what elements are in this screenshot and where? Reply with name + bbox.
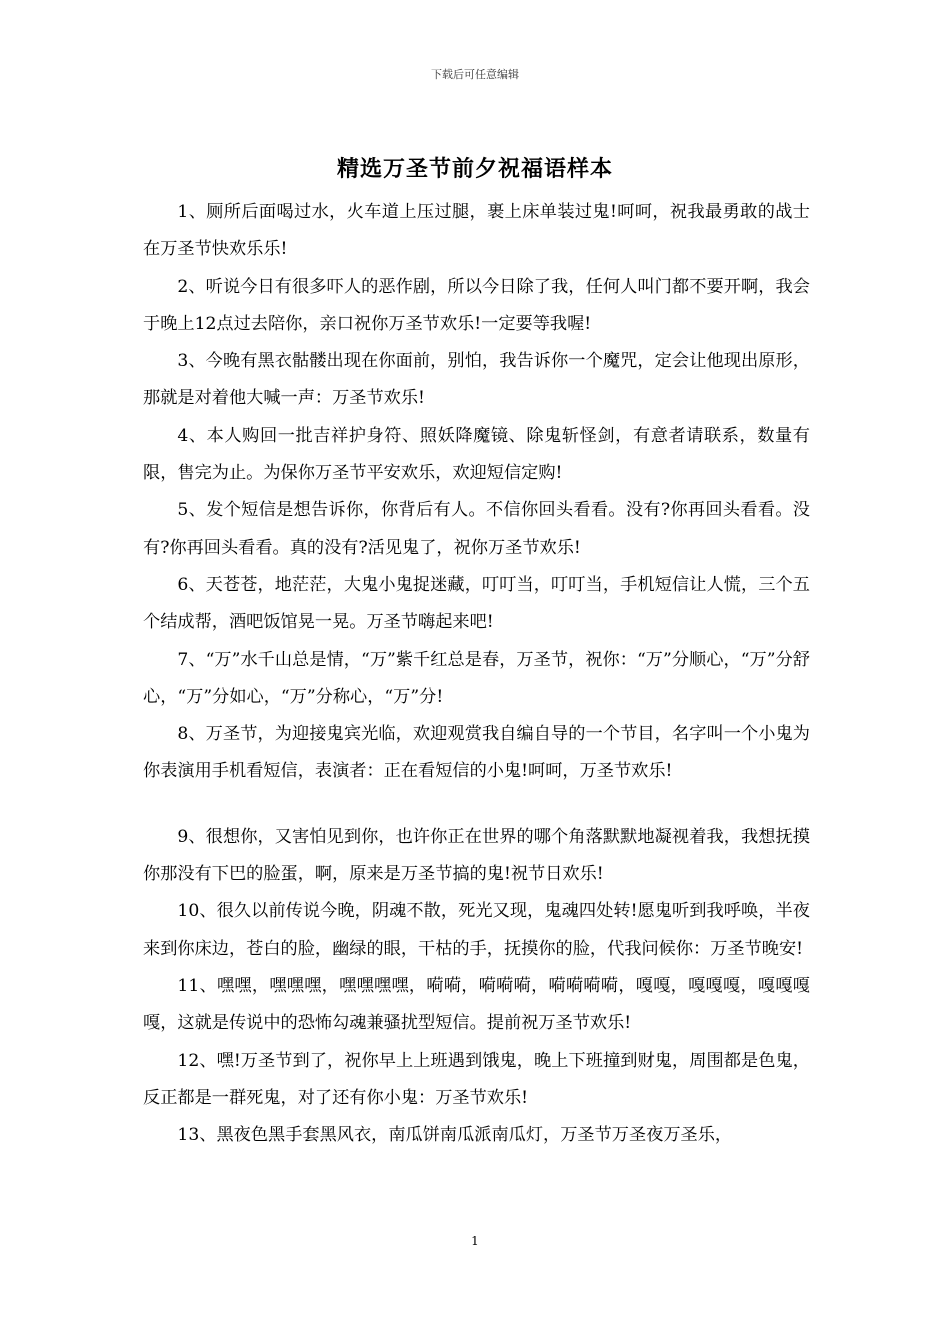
- paragraph-5: 5、发个短信是想告诉你，你背后有人。不信你回头看看。没有?你再回头看看。没有?你再回头看看。真的没有?活见鬼了，祝你万圣节欢乐!: [143, 500, 810, 558]
- paragraph-10: 10、很久以前传说今晚，阴魂不散，死光又现，鬼魂四处转!愿鬼听到我呼唤，半夜来到你床边，苍白的脸，幽绿的眼，干枯的手，抚摸你的脸，代我问候你：万圣节晚安!: [143, 901, 810, 959]
- paragraph-12: 12、嘿!万圣节到了，祝你早上上班遇到饿鬼，晚上下班撞到财鬼，周围都是色鬼，反正都是一群死鬼，对了还有你小鬼：万圣节欢乐!: [143, 1050, 810, 1108]
- paragraph-11: 11、嘿嘿，嘿嘿嘿，嘿嘿嘿嘿，嗬嗬，嗬嗬嗬，嗬嗬嗬嗬，嘎嘎，嘎嘎嘎，嘎嘎嘎嘎，这就是传说中的恐怖勾魂兼骚扰型短信。提前祝万圣节欢乐!: [143, 975, 810, 1034]
- paragraph-4: 4、本人购回一批吉祥护身符、照妖降魔镜、除鬼斩怪剑，有意者请联系，数量有限，售完为止。为保你万圣节平安欢乐，欢迎短信定购!: [143, 425, 810, 484]
- paragraph-6: 6、天苍苍，地茫茫，大鬼小鬼捉迷藏，叮叮当，叮叮当，手机短信让人慌，三个五个结成帮，酒吧饭馆晃一晃。万圣节嗨起来吧!: [143, 574, 810, 633]
- header-note: 下载后可任意编辑: [431, 68, 519, 81]
- page-number: 1: [471, 1234, 479, 1248]
- paragraph-8: 8、万圣节，为迎接鬼宾光临，欢迎观赏我自编自导的一个节目，名字叫一个小鬼为你表演用手机看短信，表演者：正在看短信的小鬼!呵呵，万圣节欢乐!: [143, 724, 810, 782]
- document-title: 精选万圣节前夕祝福语样本: [336, 157, 613, 182]
- paragraph-3: 3、今晚有黑衣骷髅出现在你面前，别怕，我告诉你一个魔咒，定会让他现出原形，那就是对着他大喊一声：万圣节欢乐!: [143, 351, 810, 409]
- document-body: [143, 194, 810, 1154]
- paragraph-1: 1、厕所后面喝过水，火车道上压过腿，裹上床单装过鬼!呵呵，祝我最勇敢的战士在万圣节快欢乐乐!: [143, 202, 810, 260]
- paragraph-13: 13、黑夜色黑手套黑风衣，南瓜饼南瓜派南瓜灯，万圣节万圣夜万圣乐，: [177, 1125, 733, 1146]
- paragraph-2: 2、听说今日有很多吓人的恶作剧，所以今日除了我，任何人叫门都不要开啊，我会于晚上12点过去陪你，亲口祝你万圣节欢乐!一定要等我喔!: [143, 276, 810, 334]
- paragraph-9: 9、很想你，又害怕见到你，也许你正在世界的哪个角落默默地凝视着我，我想抚摸你那没有下巴的脸蛋，啊，原来是万圣节搞的鬼!祝节日欢乐!: [143, 826, 810, 885]
- paragraph-7: 7、“万”水千山总是情，“万”紫千红总是春，万圣节，祝你：“万”分顺心，“万”分舒心，“万”分如心，“万”分称心，“万”分!: [143, 649, 810, 707]
